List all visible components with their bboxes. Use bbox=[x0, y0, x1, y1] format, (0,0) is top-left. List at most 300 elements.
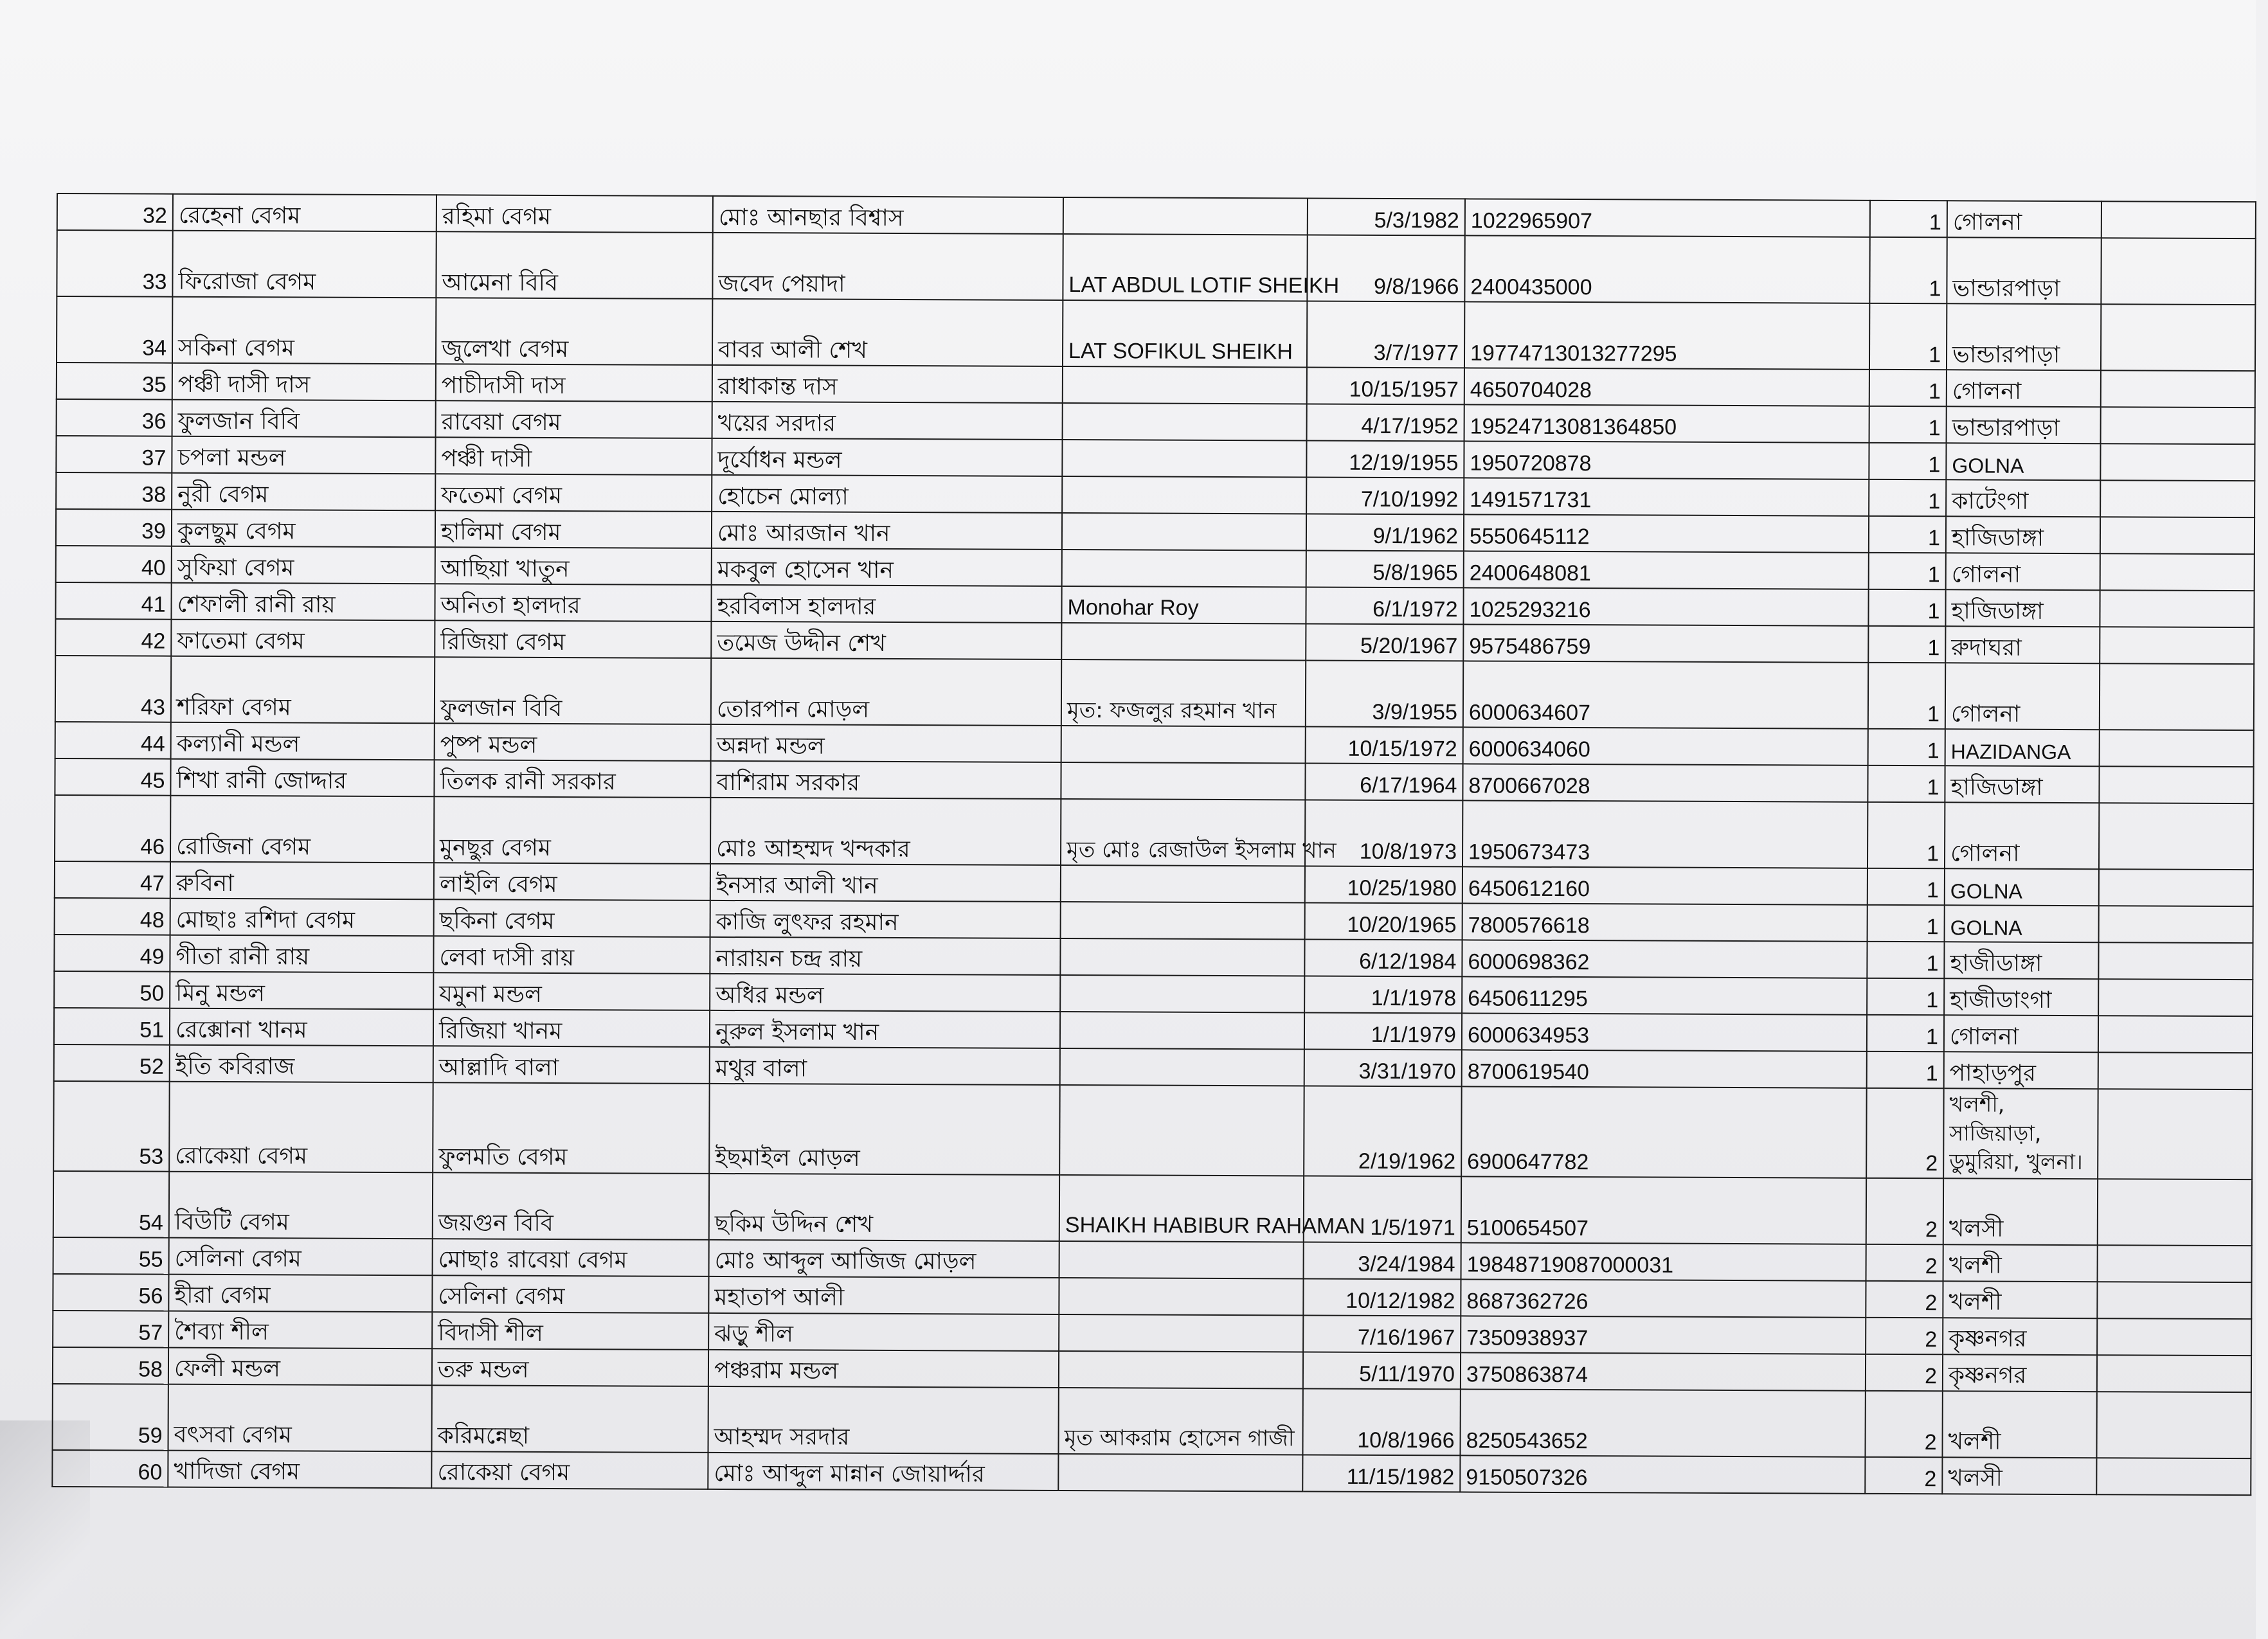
father-name-cell: কাজি লুৎফর রহমান bbox=[710, 900, 1061, 938]
beneficiary-name-cell: মিনু মন্ডল bbox=[170, 972, 433, 1010]
national-id-cell: 6000698362 bbox=[1462, 940, 1867, 978]
mother-name-cell: আছিয়া খাতুন bbox=[435, 547, 712, 585]
serial-number-cell: 59 bbox=[52, 1384, 168, 1451]
father-name-cell: অধির মন্ডল bbox=[710, 974, 1060, 1012]
national-id-cell: 8700667028 bbox=[1462, 764, 1868, 802]
father-name-cell: তমেজ উদ্দীন শেখ bbox=[711, 622, 1061, 659]
mother-name-cell: জুলেখা বেগম bbox=[436, 298, 712, 365]
serial-number-cell: 45 bbox=[55, 758, 170, 796]
village-cell: খলশী bbox=[1943, 1244, 2098, 1282]
birth-date-cell: 1/5/1971 bbox=[1304, 1176, 1461, 1242]
blank-cell bbox=[2100, 553, 2254, 591]
mother-name-cell: হালিমা বেগম bbox=[435, 510, 712, 548]
mother-name-cell: তিলক রানী সরকার bbox=[434, 760, 710, 798]
mother-name-cell: বিদাসী শীল bbox=[432, 1312, 708, 1350]
mother-name-cell: মোছাঃ রাবেয়া বেগম bbox=[433, 1239, 709, 1276]
husband-name-cell bbox=[1063, 403, 1307, 440]
ward-code-cell: 1 bbox=[1869, 443, 1946, 479]
village-cell: কৃষ্ণনগর bbox=[1943, 1354, 2097, 1392]
ward-code-cell: 1 bbox=[1868, 905, 1945, 942]
mother-name-cell: পাচীদাসী দাস bbox=[436, 364, 712, 402]
father-name-cell: মোঃ আব্দুল আজিজ মোড়ল bbox=[709, 1240, 1059, 1278]
birth-date-cell: 7/10/1992 bbox=[1306, 477, 1464, 514]
mother-name-cell: আমেনা বিবি bbox=[436, 231, 712, 299]
birth-date-cell: 7/16/1967 bbox=[1303, 1315, 1461, 1352]
village-cell: হাজিডাঙ্গা bbox=[1946, 516, 2100, 553]
national-id-cell: 6450611295 bbox=[1462, 976, 1867, 1014]
husband-name-cell bbox=[1059, 1241, 1304, 1278]
ward-code-cell: 1 bbox=[1867, 942, 1944, 978]
husband-name-cell bbox=[1059, 1085, 1304, 1176]
ward-code-cell: 1 bbox=[1869, 303, 1947, 370]
beneficiary-name-cell: নুরী বেগম bbox=[172, 473, 435, 511]
mother-name-cell: করিমন্নেছা bbox=[431, 1385, 708, 1453]
beneficiary-name-cell: শরিফা বেগম bbox=[171, 656, 435, 724]
village-cell: ভান্ডারপাড়া bbox=[1947, 237, 2101, 304]
beneficiary-name-cell: চপলা মন্ডল bbox=[172, 436, 435, 474]
father-name-cell: মহাতাপ আলী bbox=[708, 1276, 1059, 1314]
national-id-cell: 6450612160 bbox=[1462, 866, 1868, 904]
father-name-cell: ঝড়ু শীল bbox=[708, 1313, 1059, 1351]
husband-name-cell bbox=[1059, 1351, 1303, 1388]
beneficiary-name-cell: শৈব্যা শীল bbox=[168, 1311, 432, 1348]
mother-name-cell: রিজিয়া বেগম bbox=[435, 620, 711, 658]
village-cell: কাটেংগা bbox=[1946, 479, 2100, 517]
birth-date-cell: 11/15/1982 bbox=[1302, 1455, 1460, 1492]
beneficiary-name-cell: মোছাঃ রশিদা বেগম bbox=[170, 899, 434, 936]
birth-date-cell: 5/3/1982 bbox=[1308, 198, 1465, 235]
mother-name-cell: পুষ্প মন্ডল bbox=[435, 723, 711, 761]
serial-number-cell: 36 bbox=[57, 399, 172, 436]
birth-date-cell: 9/8/1966 bbox=[1307, 235, 1464, 301]
national-id-cell: 1491571731 bbox=[1464, 478, 1869, 515]
blank-cell bbox=[2098, 1179, 2252, 1246]
serial-number-cell: 39 bbox=[56, 509, 172, 546]
mother-name-cell: সেলিনা বেগম bbox=[432, 1275, 708, 1313]
serial-number-cell: 47 bbox=[55, 861, 170, 899]
ward-code-cell: 2 bbox=[1866, 1317, 1943, 1354]
birth-date-cell: 10/20/1965 bbox=[1305, 902, 1462, 940]
village-cell: হাজিডাঙ্গা bbox=[1945, 766, 2099, 803]
mother-name-cell: রহিমা বেগম bbox=[437, 195, 713, 233]
father-name-cell: মোঃ আব্দুল মান্নান জোয়ার্দ্দার bbox=[708, 1453, 1058, 1491]
national-id-cell: 5100654507 bbox=[1461, 1176, 1866, 1244]
birth-date-cell: 6/12/1984 bbox=[1304, 939, 1462, 976]
village-cell: গোলনা bbox=[1945, 663, 2100, 730]
mother-name-cell: রিজিয়া খানম bbox=[433, 1009, 710, 1047]
ward-code-cell: 1 bbox=[1868, 868, 1945, 905]
ward-code-cell: 1 bbox=[1868, 802, 1945, 868]
blank-cell bbox=[2097, 1282, 2251, 1319]
serial-number-cell: 57 bbox=[53, 1311, 168, 1348]
father-name-cell: মকবুল হোসেন খান bbox=[712, 548, 1062, 586]
husband-name-cell bbox=[1063, 197, 1308, 235]
father-name-cell: বাবর আলী শেখ bbox=[712, 299, 1063, 366]
ward-code-cell: 1 bbox=[1868, 626, 1945, 663]
beneficiary-name-cell: ফেলী মন্ডল bbox=[168, 1347, 432, 1385]
mother-name-cell: রাবেয়া বেগম bbox=[436, 400, 712, 438]
ward-code-cell: 1 bbox=[1869, 406, 1947, 443]
beneficiary-name-cell: ইতি কবিরাজ bbox=[170, 1045, 433, 1083]
ward-code-cell: 1 bbox=[1867, 1015, 1944, 1052]
national-id-cell: 1025293216 bbox=[1463, 587, 1868, 625]
national-id-cell: 7800576618 bbox=[1462, 903, 1868, 941]
ward-code-cell: 1 bbox=[1869, 479, 1946, 516]
blank-cell bbox=[2098, 1016, 2253, 1053]
village-cell: খলসী bbox=[1943, 1178, 2098, 1245]
table-row bbox=[52, 1450, 2251, 1495]
husband-name-cell: মৃত মোঃ রেজাউল ইসলাম খান bbox=[1061, 799, 1305, 866]
beneficiary-name-cell: বিউটি বেগম bbox=[169, 1171, 433, 1239]
serial-number-cell: 40 bbox=[56, 546, 172, 583]
beneficiary-name-cell: রেহেনা বেগম bbox=[173, 194, 437, 232]
serial-number-cell: 58 bbox=[53, 1347, 168, 1384]
beneficiary-name-cell: হীরা বেগম bbox=[168, 1274, 432, 1312]
father-name-cell: আহম্মদ সরদার bbox=[708, 1386, 1058, 1454]
mother-name-cell: ফুলজান বিবি bbox=[435, 657, 711, 724]
father-name-cell: হরবিলাস হালদার bbox=[711, 585, 1061, 623]
birth-date-cell: 1/1/1979 bbox=[1304, 1012, 1462, 1050]
national-id-cell: 19848719087000031 bbox=[1461, 1242, 1866, 1280]
serial-number-cell: 51 bbox=[54, 1008, 170, 1045]
blank-cell bbox=[2100, 517, 2254, 554]
ward-code-cell: 1 bbox=[1870, 201, 1947, 237]
serial-number-cell: 48 bbox=[55, 898, 170, 935]
serial-number-cell: 35 bbox=[57, 363, 172, 400]
serial-number-cell: 38 bbox=[56, 472, 172, 510]
village-cell: গোলনা bbox=[1944, 1015, 2098, 1052]
ward-code-cell: 1 bbox=[1869, 370, 1947, 406]
birth-date-cell: 6/1/1972 bbox=[1306, 587, 1463, 624]
blank-cell bbox=[2099, 803, 2253, 870]
birth-date-cell: 10/8/1966 bbox=[1302, 1388, 1460, 1455]
father-name-cell: রাধাকান্ত দাস bbox=[712, 365, 1063, 403]
birth-date-cell: 10/8/1973 bbox=[1305, 800, 1462, 866]
birth-date-cell: 3/9/1955 bbox=[1306, 660, 1463, 727]
father-name-cell: দূর্যোধন মন্ডল bbox=[712, 438, 1062, 476]
husband-name-cell bbox=[1062, 476, 1306, 514]
husband-name-cell bbox=[1058, 1454, 1302, 1491]
blank-cell bbox=[2098, 1052, 2253, 1089]
register-sheet bbox=[51, 193, 2268, 1496]
serial-number-cell: 32 bbox=[57, 193, 173, 231]
blank-cell bbox=[2097, 1318, 2251, 1356]
national-id-cell: 2400648081 bbox=[1464, 551, 1869, 589]
father-name-cell: নুরুল ইসলাম খান bbox=[710, 1010, 1060, 1048]
village-cell: হাজীডাংগা bbox=[1944, 978, 2098, 1016]
blank-cell bbox=[2101, 304, 2255, 371]
husband-name-cell: মৃত: ফজলুর রহমান খান bbox=[1061, 659, 1306, 726]
mother-name-cell: রোকেয়া বেগম bbox=[431, 1451, 708, 1489]
blank-cell bbox=[2098, 1245, 2252, 1282]
husband-name-cell bbox=[1060, 1048, 1304, 1086]
village-cell: HAZIDANGA bbox=[1945, 729, 2100, 766]
ward-code-cell: 1 bbox=[1868, 729, 1945, 766]
husband-name-cell bbox=[1061, 726, 1306, 763]
beneficiary-name-cell: ফুলজান বিবি bbox=[172, 400, 436, 438]
father-name-cell: বাশিরাম সরকার bbox=[710, 761, 1061, 799]
serial-number-cell: 42 bbox=[55, 619, 171, 656]
birth-date-cell: 6/17/1964 bbox=[1305, 763, 1462, 800]
mother-name-cell: লেবা দাসী রায় bbox=[433, 936, 710, 974]
beneficiary-name-cell: সুফিয়া বেগম bbox=[172, 546, 435, 584]
father-name-cell: মোঃ আরজান খান bbox=[712, 512, 1062, 550]
village-cell: ভান্ডারপাড়া bbox=[1947, 406, 2101, 443]
beneficiary-name-cell: সকিনা বেগম bbox=[172, 297, 436, 364]
ward-code-cell: 1 bbox=[1868, 589, 1945, 626]
father-name-cell: নারায়ন চন্দ্র রায় bbox=[710, 937, 1060, 975]
beneficiary-name-cell: কুলছুম বেগম bbox=[172, 510, 435, 548]
ward-code-cell: 2 bbox=[1866, 1244, 1943, 1280]
national-id-cell: 1022965907 bbox=[1465, 199, 1870, 237]
national-id-cell: 3750863874 bbox=[1461, 1352, 1866, 1390]
serial-number-cell: 46 bbox=[55, 795, 170, 862]
blank-cell bbox=[2100, 590, 2254, 627]
blank-cell bbox=[2100, 730, 2254, 767]
village-cell: GOLNA bbox=[1946, 443, 2100, 480]
beneficiary-name-cell: রুবিনা bbox=[170, 862, 434, 900]
serial-number-cell: 56 bbox=[53, 1274, 168, 1311]
husband-name-cell: LAT SOFIKUL SHEIKH bbox=[1063, 300, 1307, 367]
birth-date-cell: 1/1/1978 bbox=[1304, 976, 1462, 1013]
father-name-cell: তোরপান মোড়ল bbox=[711, 658, 1061, 726]
ward-code-cell: 1 bbox=[1868, 766, 1945, 802]
mother-name-cell: জয়গুন বিবি bbox=[433, 1172, 709, 1240]
beneficiary-table bbox=[51, 193, 2256, 1496]
serial-number-cell: 43 bbox=[55, 656, 171, 722]
husband-name-cell: Monohar Roy bbox=[1061, 586, 1306, 623]
husband-name-cell bbox=[1061, 902, 1305, 939]
serial-number-cell: 54 bbox=[53, 1171, 169, 1238]
serial-number-cell: 60 bbox=[52, 1450, 168, 1487]
ward-code-cell: 2 bbox=[1866, 1280, 1943, 1317]
beneficiary-name-cell: শিখা রানী জোদ্দার bbox=[170, 759, 434, 797]
table-row bbox=[55, 795, 2253, 870]
national-id-cell: 9575486759 bbox=[1463, 624, 1868, 662]
blank-cell bbox=[2099, 869, 2253, 906]
mother-name-cell: ফুলমতি বেগম bbox=[433, 1082, 710, 1173]
husband-name-cell bbox=[1063, 366, 1307, 404]
table-row bbox=[57, 230, 2255, 305]
father-name-cell: খয়ের সরদার bbox=[712, 402, 1063, 440]
father-name-cell: ইনসার আলী খান bbox=[710, 864, 1061, 902]
ward-code-cell: 2 bbox=[1865, 1456, 1942, 1493]
blank-cell bbox=[2098, 1089, 2253, 1179]
village-cell: হাজিডাঙ্গা bbox=[1945, 589, 2100, 627]
beneficiary-name-cell: রোজিনা বেগম bbox=[170, 796, 434, 863]
blank-cell bbox=[2100, 443, 2254, 481]
village-cell: গোলনা bbox=[1947, 370, 2101, 407]
ward-code-cell: 1 bbox=[1869, 516, 1946, 553]
national-id-cell: 19524713081364850 bbox=[1464, 404, 1869, 442]
blank-cell bbox=[2098, 942, 2253, 980]
beneficiary-name-cell: সেলিনা বেগম bbox=[169, 1237, 433, 1275]
serial-number-cell: 49 bbox=[54, 935, 170, 972]
national-id-cell: 6900647782 bbox=[1461, 1086, 1867, 1178]
village-cell: খলশী bbox=[1942, 1391, 2096, 1458]
father-name-cell: পঞ্চরাম মন্ডল bbox=[708, 1350, 1059, 1388]
birth-date-cell: 12/19/1955 bbox=[1306, 440, 1464, 478]
mother-name-cell: যমুনা মন্ডল bbox=[433, 972, 710, 1010]
husband-name-cell bbox=[1062, 550, 1306, 587]
table-row bbox=[57, 296, 2255, 371]
blank-cell bbox=[2097, 1355, 2251, 1392]
husband-name-cell bbox=[1061, 623, 1306, 660]
mother-name-cell: তরু মন্ডল bbox=[432, 1348, 708, 1386]
birth-date-cell: 10/15/1957 bbox=[1307, 367, 1464, 404]
national-id-cell: 5550645112 bbox=[1464, 514, 1869, 552]
ward-code-cell: 1 bbox=[1867, 1052, 1944, 1088]
birth-date-cell: 10/25/1980 bbox=[1305, 866, 1462, 903]
village-cell: রুদাঘরা bbox=[1945, 626, 2100, 663]
husband-name-cell bbox=[1059, 1278, 1303, 1315]
village-cell: গোলনা bbox=[1945, 802, 2099, 869]
birth-date-cell: 5/20/1967 bbox=[1306, 623, 1463, 661]
father-name-cell: হোচেন মোল্যা bbox=[712, 475, 1062, 513]
village-cell: গোলনা bbox=[1946, 553, 2100, 590]
birth-date-cell: 3/24/1984 bbox=[1304, 1242, 1461, 1279]
blank-cell bbox=[2101, 370, 2255, 408]
national-id-cell: 1950720878 bbox=[1464, 441, 1869, 479]
village-cell: খলসী bbox=[1942, 1457, 2096, 1494]
national-id-cell: 6000634060 bbox=[1463, 727, 1868, 765]
birth-date-cell: 10/15/1972 bbox=[1306, 726, 1463, 764]
national-id-cell: 9150507326 bbox=[1460, 1455, 1865, 1493]
village-cell: ভান্ডারপাড়া bbox=[1947, 303, 2101, 370]
serial-number-cell: 55 bbox=[53, 1237, 169, 1275]
father-name-cell: মোঃ আহম্মদ খন্দকার bbox=[710, 798, 1061, 865]
father-name-cell: মথুর বালা bbox=[710, 1047, 1060, 1085]
ward-code-cell: 2 bbox=[1866, 1354, 1943, 1390]
table-row bbox=[53, 1171, 2252, 1246]
serial-number-cell: 37 bbox=[56, 436, 172, 473]
beneficiary-name-cell: খাদিজা বেগম bbox=[168, 1450, 431, 1488]
national-id-cell: 6000634953 bbox=[1462, 1013, 1867, 1051]
beneficiary-name-cell: গীতা রানী রায় bbox=[170, 935, 433, 973]
village-cell: হাজীডাঙ্গা bbox=[1944, 942, 2098, 979]
birth-date-cell: 3/7/1977 bbox=[1307, 301, 1464, 368]
village-cell: GOLNA bbox=[1945, 868, 2099, 906]
birth-date-cell: 5/11/1970 bbox=[1303, 1352, 1461, 1389]
mother-name-cell: অনিতা হালদার bbox=[435, 584, 711, 622]
ward-code-cell: 2 bbox=[1866, 1088, 1944, 1178]
father-name-cell: ইছমাইল মোড়ল bbox=[709, 1084, 1060, 1175]
birth-date-cell: 4/17/1952 bbox=[1307, 404, 1464, 441]
husband-name-cell bbox=[1060, 975, 1304, 1012]
serial-number-cell: 50 bbox=[54, 971, 170, 1008]
beneficiary-name-cell: ফাতেমা বেগম bbox=[171, 620, 435, 658]
blank-cell bbox=[2096, 1458, 2251, 1495]
national-id-cell: 19774713013277295 bbox=[1464, 301, 1869, 369]
beneficiary-name-cell: পঞ্চী দাসী দাস bbox=[172, 363, 436, 401]
birth-date-cell: 5/8/1965 bbox=[1306, 550, 1464, 587]
mother-name-cell: পঞ্চী দাসী bbox=[435, 437, 712, 475]
serial-number-cell: 41 bbox=[55, 582, 171, 620]
serial-number-cell: 33 bbox=[57, 230, 172, 297]
blank-cell bbox=[2100, 627, 2254, 664]
mother-name-cell: আল্লাদি বালা bbox=[433, 1046, 710, 1084]
table-row bbox=[53, 1081, 2253, 1179]
beneficiary-name-cell: কল্যানী মন্ডল bbox=[171, 722, 435, 760]
serial-number-cell: 53 bbox=[53, 1081, 170, 1171]
blank-cell bbox=[2100, 663, 2254, 730]
village-cell: খলশী bbox=[1943, 1281, 2097, 1318]
blank-cell bbox=[2102, 201, 2256, 238]
village-cell: পাহাড়পুর bbox=[1944, 1052, 2098, 1089]
table-row bbox=[52, 1384, 2251, 1458]
ward-code-cell: 1 bbox=[1869, 237, 1947, 303]
national-id-cell: 8687362726 bbox=[1461, 1279, 1866, 1317]
serial-number-cell: 52 bbox=[54, 1044, 170, 1082]
village-cell: GOLNA bbox=[1945, 905, 2099, 942]
husband-name-cell bbox=[1061, 762, 1305, 800]
beneficiary-name-cell: বৎসবা বেগম bbox=[168, 1384, 431, 1451]
village-cell: খলশী, সাজিয়াড়া, ডুমুরিয়া, খুলনা। bbox=[1943, 1088, 2098, 1179]
husband-name-cell bbox=[1061, 865, 1305, 902]
village-cell: গোলনা bbox=[1947, 201, 2102, 238]
blank-cell bbox=[2101, 407, 2255, 444]
national-id-cell: 4650704028 bbox=[1464, 368, 1869, 406]
father-name-cell: অন্নদা মন্ডল bbox=[711, 724, 1061, 762]
national-id-cell: 7350938937 bbox=[1461, 1316, 1866, 1354]
husband-name-cell: LAT ABDUL LOTIF SHEIKH bbox=[1063, 234, 1307, 301]
ward-code-cell: 1 bbox=[1867, 978, 1944, 1015]
ward-code-cell: 2 bbox=[1865, 1390, 1942, 1456]
birth-date-cell: 10/12/1982 bbox=[1303, 1278, 1461, 1316]
blank-cell bbox=[2099, 906, 2253, 943]
blank-cell bbox=[2096, 1392, 2251, 1458]
table-row bbox=[55, 656, 2254, 730]
national-id-cell: 1950673473 bbox=[1462, 800, 1868, 868]
ward-code-cell: 2 bbox=[1866, 1178, 1943, 1244]
mother-name-cell: মুনছুর বেগম bbox=[434, 796, 710, 864]
mother-name-cell: ফতেমা বেগম bbox=[435, 474, 712, 512]
father-name-cell: মোঃ আনছার বিশ্বাস bbox=[713, 196, 1063, 234]
ward-code-cell: 1 bbox=[1869, 553, 1946, 589]
blank-cell bbox=[2101, 238, 2255, 305]
national-id-cell: 2400435000 bbox=[1464, 235, 1869, 303]
serial-number-cell: 44 bbox=[55, 722, 171, 759]
village-cell: কৃষ্ণনগর bbox=[1943, 1318, 2097, 1355]
mother-name-cell: লাইলি বেগম bbox=[434, 863, 710, 900]
husband-name-cell bbox=[1060, 938, 1304, 976]
birth-date-cell: 2/19/1962 bbox=[1304, 1086, 1462, 1176]
beneficiary-name-cell: ফিরোজা বেগম bbox=[172, 231, 436, 298]
husband-name-cell bbox=[1062, 440, 1306, 477]
husband-name-cell: SHAIKH HABIBUR RAHAMAN bbox=[1059, 1175, 1304, 1242]
husband-name-cell bbox=[1059, 1314, 1303, 1352]
birth-date-cell: 9/1/1962 bbox=[1306, 514, 1464, 551]
father-name-cell: জবেদ পেয়াদা bbox=[712, 233, 1063, 300]
beneficiary-name-cell: শেফালী রানী রায় bbox=[171, 583, 435, 621]
ward-code-cell: 1 bbox=[1868, 663, 1945, 729]
beneficiary-name-cell: রোকেয়া বেগম bbox=[169, 1082, 433, 1172]
national-id-cell: 6000634607 bbox=[1463, 661, 1868, 728]
national-id-cell: 8700619540 bbox=[1462, 1050, 1867, 1088]
father-name-cell: ছকিম উদ্দিন শেখ bbox=[709, 1174, 1059, 1241]
birth-date-cell: 3/31/1970 bbox=[1304, 1049, 1462, 1086]
husband-name-cell bbox=[1060, 1012, 1304, 1049]
blank-cell bbox=[2100, 480, 2254, 517]
husband-name-cell: মৃত আকরাম হোসেন গাজী bbox=[1058, 1388, 1302, 1455]
blank-cell bbox=[2098, 979, 2253, 1016]
mother-name-cell: ছকিনা বেগম bbox=[434, 899, 710, 937]
national-id-cell: 8250543652 bbox=[1460, 1389, 1865, 1456]
blank-cell bbox=[2099, 766, 2253, 803]
husband-name-cell bbox=[1062, 513, 1306, 550]
table-body bbox=[52, 193, 2256, 1495]
serial-number-cell: 34 bbox=[57, 296, 172, 363]
